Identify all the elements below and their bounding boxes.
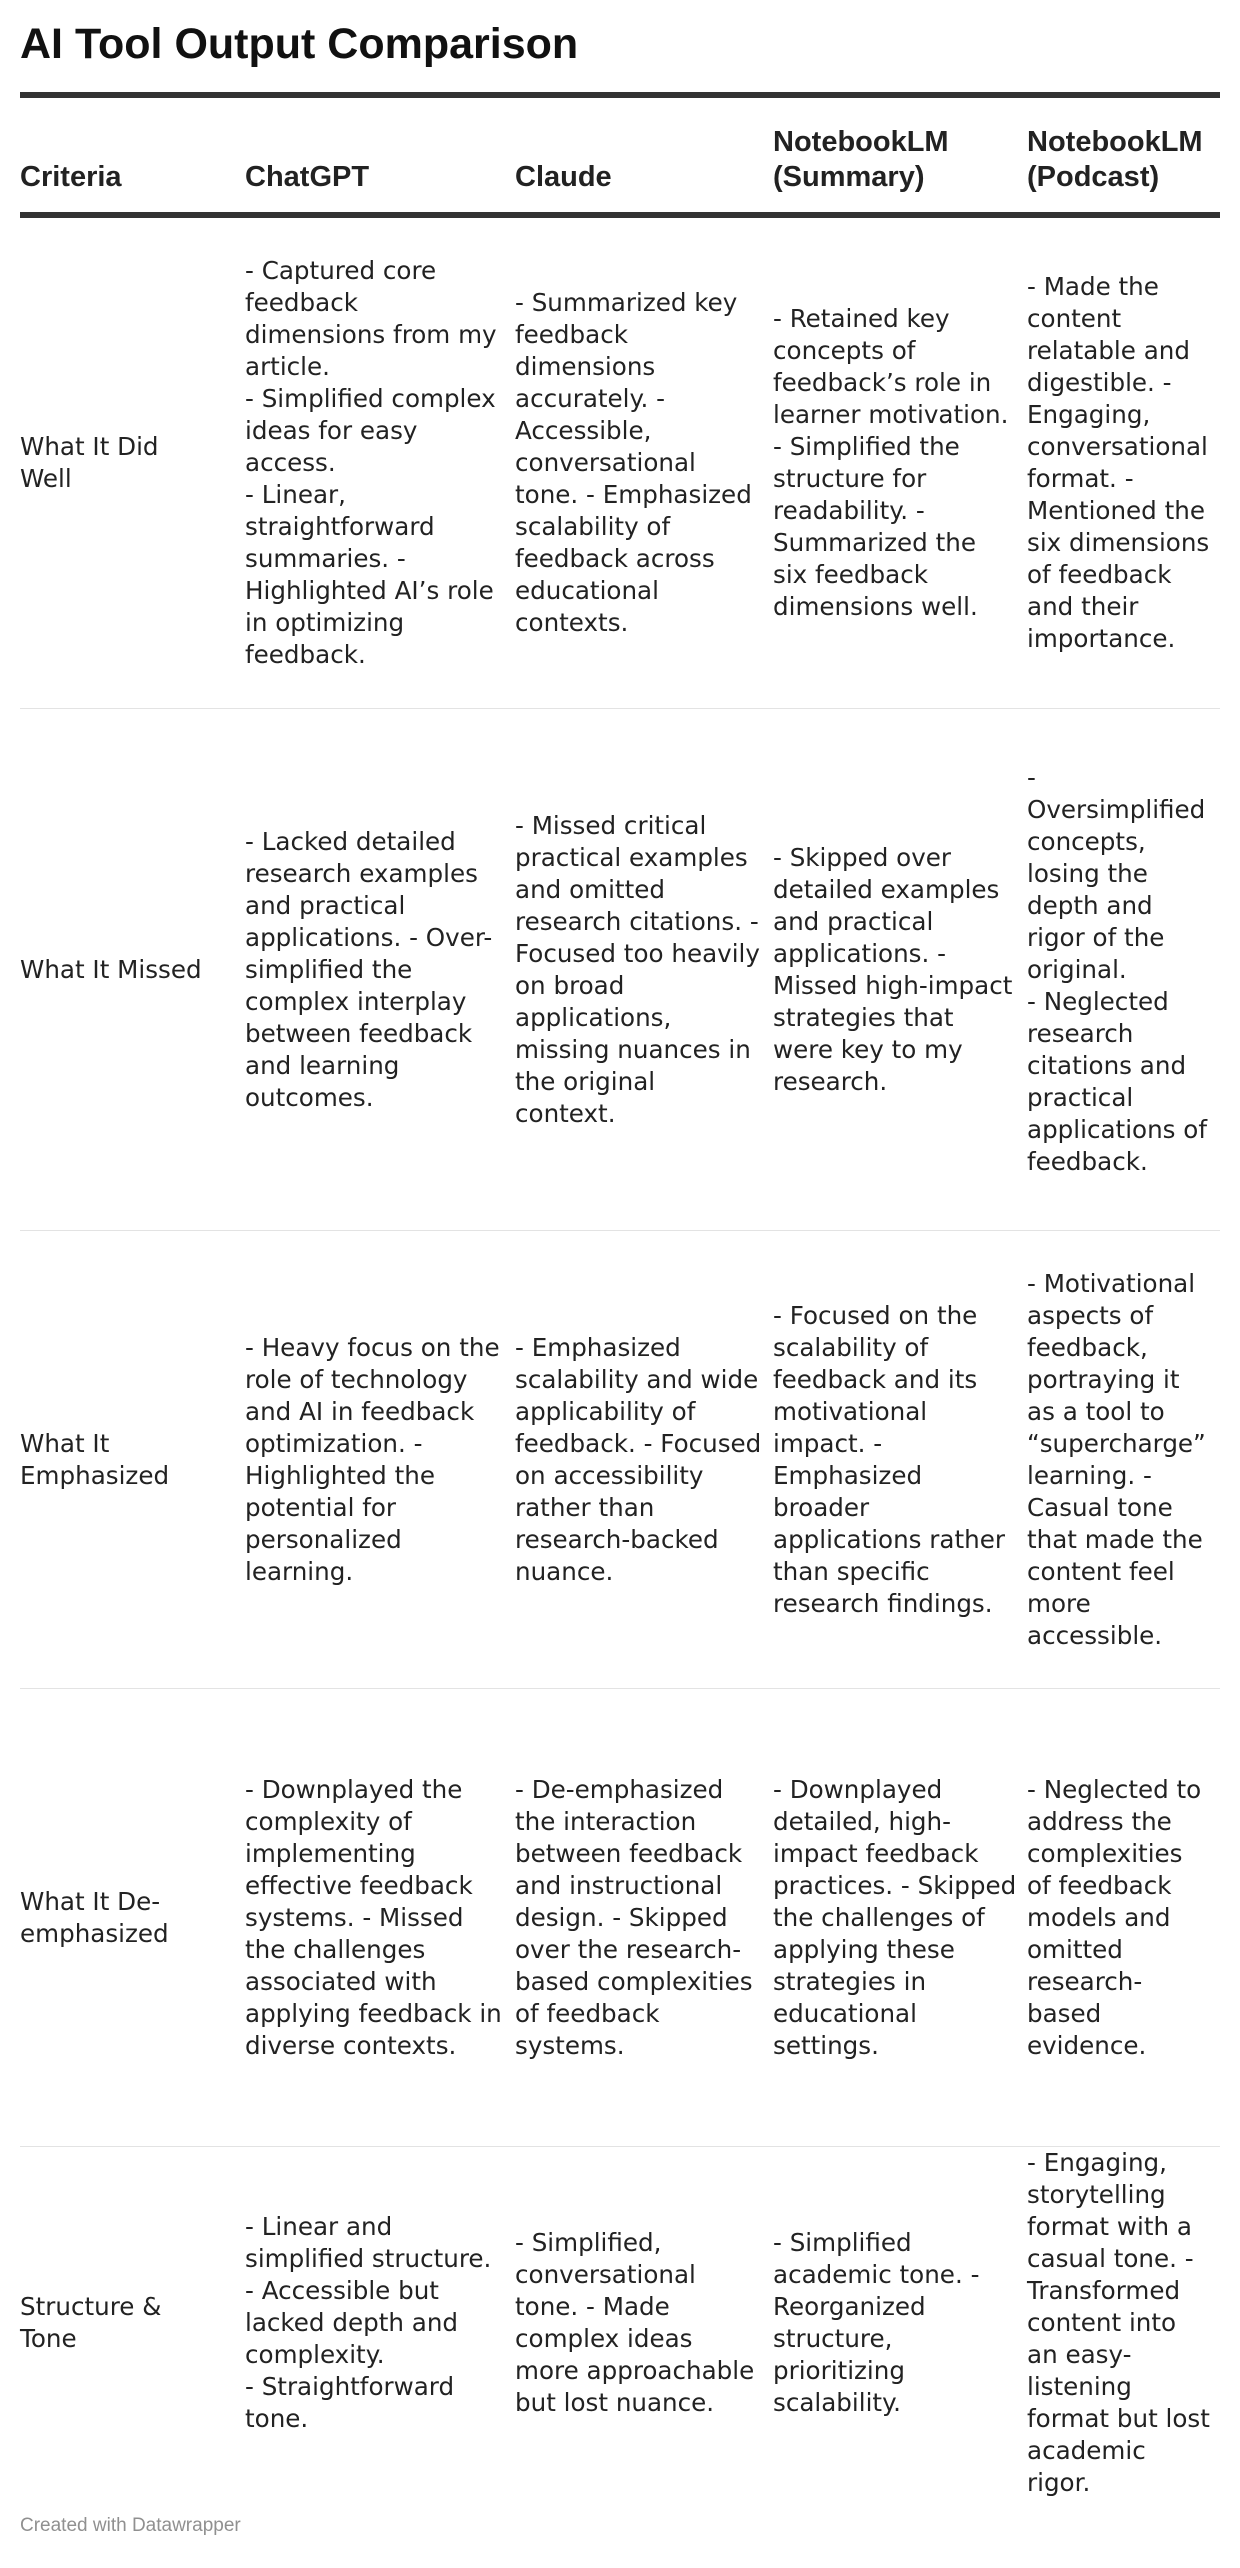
- notebooklm-summary-cell: - Retained key concepts of feedback’s role in learner motivation. - Simplified the structure for readability. - Summarized the six feedback dimensions well.: [773, 215, 1027, 709]
- header-row: [20, 98, 1220, 215]
- notebooklm-summary-cell: - Skipped over detailed examples and practical applications. - Missed high-impact strategies that were key to my research.: [773, 709, 1027, 1231]
- notebooklm-podcast-cell: - Motivational aspects of feedback, portraying it as a tool to “supercharge” learning. - Casual tone that made the content feel more accessible.: [1027, 1231, 1220, 1689]
- notebooklm-podcast-cell: - Neglected to address the complexities of feedback models and omitted research-based evidence.: [1027, 1689, 1220, 2147]
- comparison-table-page: [20, 0, 1220, 2499]
- column-header-criteria: Criteria: [20, 98, 245, 215]
- notebooklm-summary-cell: - Downplayed detailed, high-impact feedback practices. - Skipped the challenges of applying these strategies in educational settings.: [773, 1689, 1027, 2147]
- criteria-cell: What It Missed: [20, 709, 245, 1231]
- table-row: [20, 2147, 1220, 2500]
- column-header-notebooklm-summary: NotebookLM (Summary): [773, 98, 1027, 215]
- column-header-chatgpt: ChatGPT: [245, 98, 515, 215]
- notebooklm-podcast-cell: - Oversimplified concepts, losing the depth and rigor of the original. - Neglected research citations and practical applications of feedback.: [1027, 709, 1220, 1231]
- criteria-cell: What It De-emphasized: [20, 1689, 245, 2147]
- notebooklm-podcast-cell: - Engaging, storytelling format with a casual tone. - Transformed content into an easy-listening format but lost academic rigor.: [1027, 2148, 1210, 2497]
- notebooklm-summary-cell: - Focused on the scalability of feedback and its motivational impact. - Emphasized broader applications rather than specific research findings.: [773, 1231, 1027, 1689]
- chatgpt-cell: - Captured core feedback dimensions from my article. - Simplified complex ideas for easy access. - Linear, straightforward summaries. - Highlighted AI’s role in optimizing feedback.: [245, 215, 515, 709]
- table-header: [20, 98, 1220, 215]
- column-header-claude: Claude: [515, 98, 773, 215]
- claude-cell: - Missed critical practical examples and omitted research citations. - Focused too heavily on broad applications, missing nuances in the original context.: [515, 709, 773, 1231]
- criteria-cell: What It Did Well: [20, 215, 245, 709]
- chatgpt-cell: - Linear and simplified structure. - Accessible but lacked depth and complexity. - Straightforward tone.: [245, 2212, 492, 2433]
- claude-cell: - Summarized key feedback dimensions accurately. - Accessible, conversational tone. - Emphasized scalability of feedback across educational contexts.: [515, 215, 773, 709]
- claude-cell: - De-emphasized the interaction between feedback and instructional design. - Skipped over the research-based complexities of feedback systems.: [515, 1689, 773, 2147]
- claude-cell: - Simplified, conversational tone. - Made complex ideas more approachable but lost nuance.: [515, 2228, 755, 2417]
- table-row: [20, 1689, 1220, 2147]
- chatgpt-cell: - Lacked detailed research examples and practical applications. - Over-simplified the complex interplay between feedback and learning outcomes.: [245, 709, 515, 1231]
- table-row: [20, 1231, 1220, 1689]
- criteria-cell: Structure & Tone: [20, 2292, 162, 2353]
- table-body: [20, 215, 1220, 2499]
- chatgpt-cell: - Downplayed the complexity of implementing effective feedback systems. - Missed the challenges associated with applying feedback in diverse contexts.: [245, 1689, 515, 2147]
- criteria-cell: What It Emphasized: [20, 1231, 245, 1689]
- column-header-notebooklm-podcast: NotebookLM (Podcast): [1027, 98, 1220, 215]
- table-row: [20, 709, 1220, 1231]
- chatgpt-cell: - Heavy focus on the role of technology and AI in feedback optimization. - Highlighted the potential for personalized learning.: [245, 1231, 515, 1689]
- notebooklm-podcast-cell: - Made the content relatable and digestible. - Engaging, conversational format. - Mentioned the six dimensions of feedback and their importance.: [1027, 215, 1220, 709]
- datawrapper-credit-link[interactable]: Created with Datawrapper: [20, 2515, 241, 2536]
- page-title: AI Tool Output Comparison: [20, 20, 579, 68]
- notebooklm-summary-cell: - Simplified academic tone. - Reorganized structure, prioritizing scalability.: [773, 2228, 980, 2417]
- claude-cell: - Emphasized scalability and wide applicability of feedback. - Focused on accessibility rather than research-backed nuance.: [515, 1231, 773, 1689]
- table-row: [20, 215, 1220, 709]
- comparison-table: [20, 98, 1220, 2499]
